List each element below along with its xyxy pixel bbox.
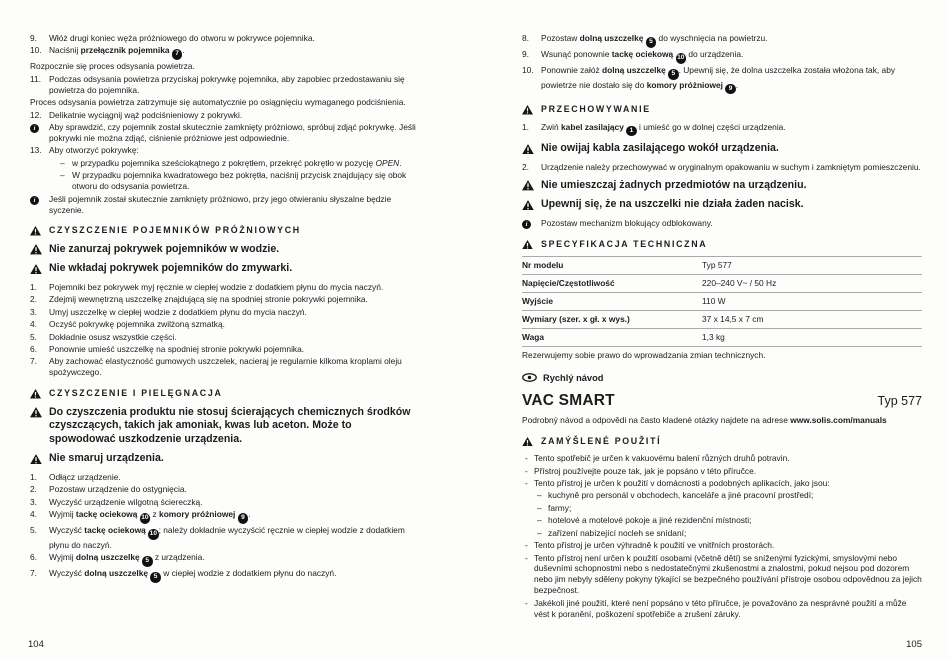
dash-sub-item <box>537 503 922 514</box>
warning-text: Nie umieszczaj żadnych przedmiotów na urządzeniu. <box>541 178 807 191</box>
list-item-text: Aby otworzyć pokrywkę: <box>49 145 139 156</box>
warning-icon <box>522 240 533 250</box>
dash-list-item <box>525 553 922 597</box>
info-icon: i <box>522 220 531 229</box>
quick-guide-icon <box>522 373 537 382</box>
list-item-number: 4. <box>30 509 37 520</box>
list-item-number: 3. <box>30 496 37 507</box>
dash-list-text: Tento přístroj není určen k použití osobami (včetně dětí) se sníženými fyzickými, smyslovými nebo duševními schopnostmi nebo s nedostatečnými zkušenostmi a znalostmi, pokud nejsou pod dozorem nebo jim nebyly sděleny pokyny týkající se bezpečného používání přístroje osobou odpovědnou za jejich bezpečnost. <box>534 552 922 596</box>
part-reference-badge: 5 <box>142 556 153 567</box>
list-item-number: 5. <box>30 525 37 536</box>
dash-sub-marker: – <box>537 515 542 526</box>
bold-term: przełącznik pojemnika <box>80 45 170 56</box>
list-item <box>30 509 420 524</box>
list-item-text: Aby sprawdzić, czy pojemnik został skutecznie zamknięty próżniowo, spróbuj zdjąć pokrywkę. Jeśli pokrywki nie można zdjąć, ciśnienie próżniowe jest odpowiednie. <box>49 122 416 143</box>
list-item-text: Wyjmij dolną uszczelkę 5 z urządzenia. <box>49 552 420 567</box>
spec-table-body <box>522 257 922 347</box>
dash-list-text: Jakékoli jiné použití, které není popsáno v této příručce, je považováno za nesprávné použití a může vést k poranění, poškození spotřebiče a zrušení záruky. <box>534 597 907 619</box>
dash-sub-text: hotelové a motelové pokoje a jiné rezidenční místnosti; <box>548 515 752 526</box>
ordered-list <box>30 33 420 215</box>
part-reference-badge: 5 <box>668 69 679 80</box>
warning-statement <box>30 262 420 276</box>
ordered-list <box>522 162 922 173</box>
list-item <box>522 33 922 48</box>
list-item-number: 7. <box>30 356 37 367</box>
list-item <box>522 65 922 94</box>
spec-row <box>522 257 922 275</box>
list-item <box>30 552 420 567</box>
page-column-right <box>522 33 922 621</box>
dash-marker: - <box>525 478 528 488</box>
warning-text: Nie owijaj kabla zasilającego wokół urządzenia. <box>541 142 779 155</box>
list-item-number: 4. <box>30 319 37 330</box>
dash-sub-item <box>537 528 922 539</box>
section-heading <box>522 104 922 115</box>
dash-list-text: Tento spotřebič je určen k vakuovému balení různých druhů potravin. <box>534 453 790 464</box>
list-item <box>522 162 922 173</box>
dash-list-text: Přístroj používejte pouze tak, jak je popsáno v této příručce. <box>534 465 757 476</box>
section-heading-text: SPECYFIKACJA TECHNICZNA <box>541 238 708 249</box>
part-reference-badge: 10 <box>676 53 687 64</box>
list-item-number: 10. <box>522 65 534 76</box>
dash-sub-text: farmy; <box>548 502 572 513</box>
warning-statement <box>30 452 420 466</box>
section-heading-text: CZYSZCZENIE POJEMNIKÓW PRÓŻNIOWYCH <box>49 225 301 236</box>
spec-row <box>522 310 922 328</box>
part-reference-badge: 9 <box>725 84 736 95</box>
list-item-number: 1. <box>522 121 529 132</box>
list-item-text: Wyczyść tackę ociekową 10 ; należy dokładnie wyczyścić ręcznie w ciepłej wodzie z dodatkiem płynu do naczyń. <box>49 525 405 550</box>
warning-icon <box>30 226 41 236</box>
list-item-text: Pozostaw dolną uszczelkę 5 do wyschnięcia na powietrzu. <box>541 33 922 48</box>
bold-term: tackę ociekową <box>75 509 138 520</box>
sub-list-item <box>60 170 420 192</box>
list-item-number: 7. <box>30 568 37 579</box>
list-item <box>30 145 420 156</box>
product-title-row <box>522 391 922 411</box>
spec-note: Rezerwujemy sobie prawo do wprowadzania zmian technicznych. <box>522 349 766 360</box>
list-item-number: 2. <box>522 161 529 172</box>
part-reference-badge: 5 <box>150 572 161 583</box>
warning-icon <box>30 454 42 465</box>
dash-sub-item <box>537 515 922 526</box>
list-item-text: Oczyść pokrywkę pojemnika zwilżoną szmatką. <box>49 319 225 330</box>
ordered-list <box>30 472 420 583</box>
ordered-list <box>522 33 922 94</box>
warning-icon <box>522 105 533 115</box>
list-item <box>30 307 420 318</box>
list-item-number: 13. <box>30 145 42 156</box>
page-column-left <box>30 33 420 586</box>
list-item-text: Podczas odsysania powietrza przyciskaj pokrywkę pojemnika, aby zapobiec przedostawaniu się powietrza do pojemnika. <box>49 73 405 95</box>
dash-marker: - <box>525 453 528 464</box>
section-heading <box>30 388 420 399</box>
dash-sub-marker: – <box>537 490 542 501</box>
dash-list-item <box>525 453 922 464</box>
bold-term: dolną uszczelkę <box>75 552 140 563</box>
spec-table-section <box>522 256 922 361</box>
bold-term: tackę ociekową <box>84 525 146 536</box>
italic-term: OPEN <box>375 157 400 168</box>
spec-value: 110 W <box>702 292 922 310</box>
dash-sub-marker: – <box>537 502 542 513</box>
warning-icon <box>522 180 534 191</box>
list-item-number: 6. <box>30 552 37 563</box>
part-reference-badge: 5 <box>646 37 657 48</box>
dash-marker: - <box>525 465 528 476</box>
spec-value: 1,3 kg <box>702 328 922 346</box>
sub-list-text: W przypadku pojemnika kwadratowego bez pokrętła, naciśnij przycisk znajdujący się obok otworu do odsysania powietrza. <box>72 170 407 192</box>
bold-term: tackę ociekową <box>611 49 674 60</box>
warning-statement <box>522 198 922 212</box>
list-item-number: 5. <box>30 331 37 342</box>
list-item-number: 2. <box>30 294 37 305</box>
spec-label: Napięcie/Częstotliwość <box>522 274 702 292</box>
list-item-text: Zdejmij wewnętrzną uszczelkę znajdującą się na spodniej stronie pokrywki pojemnika. <box>49 294 368 305</box>
list-item-number: 12. <box>30 109 42 120</box>
warning-icon <box>522 200 534 211</box>
info-icon-cell <box>30 122 49 133</box>
list-item-number: 1. <box>30 471 37 482</box>
list-item-text: Dokładnie osusz wszystkie części. <box>49 331 177 342</box>
ordered-list <box>522 122 922 137</box>
list-item-number: 1. <box>30 281 37 292</box>
list-item-number: 3. <box>30 306 37 317</box>
page-number-right: 105 <box>906 638 922 650</box>
spec-row <box>522 274 922 292</box>
warning-text: Nie wkładaj pokrywek pojemników do zmywarki. <box>49 262 293 275</box>
page-number-left: 104 <box>28 638 44 650</box>
list-item-number: 2. <box>30 484 37 495</box>
quick-guide-label: Rychlý návod <box>543 372 604 383</box>
spec-table <box>522 256 922 347</box>
list-item-text: Zwiń kabel zasilający 1 i umieść go w dolnej części urządzenia. <box>541 122 922 137</box>
list-item-text: Pojemniki bez pokrywek myj ręcznie w ciepłej wodzie z dodatkiem płynu do mycia naczyń. <box>49 281 384 292</box>
dash-sub-text: zařízení nabízející nocleh se snídaní; <box>548 527 687 538</box>
spec-value: 37 x 14,5 x 7 cm <box>702 310 922 328</box>
spec-value: Typ 577 <box>702 257 922 275</box>
list-item-text: Delikatnie wyciągnij wąż podciśnieniowy z pokrywki. <box>49 109 243 120</box>
list-item-text: Ponownie umieść uszczelkę na spodniej stronie pokrywki pojemnika. <box>49 344 305 355</box>
dash-marker: - <box>525 540 528 551</box>
list-item <box>30 74 420 96</box>
ordered-list <box>30 282 420 378</box>
warning-icon <box>30 264 42 275</box>
dash-list-item <box>525 540 922 551</box>
product-type: Typ 577 <box>877 393 922 408</box>
info-icon: i <box>30 124 39 133</box>
spec-label: Nr modelu <box>522 257 702 275</box>
paragraph: Podrobný návod a odpovědi na často kladené otázky najdete na adrese www.solis.com/manuals <box>522 414 887 425</box>
list-item <box>30 525 420 550</box>
part-reference-badge: 9 <box>238 513 249 524</box>
list-item <box>30 319 420 330</box>
bold-term: www.solis.com/manuals <box>790 414 887 425</box>
list-paragraph: Proces odsysania powietrza zatrzymuje się automatycznie po osiągnięciu wymaganego podciśnienia. <box>30 97 406 108</box>
warning-statement <box>522 142 922 156</box>
dash-sub-marker: – <box>537 527 542 538</box>
bold-term: dolną uszczelkę <box>579 33 644 43</box>
sub-list-dash: – <box>60 170 65 181</box>
part-reference-badge: 10 <box>140 513 151 524</box>
list-item <box>30 282 420 293</box>
dash-sub-item <box>537 490 922 501</box>
list-item-number: 6. <box>30 344 37 355</box>
list-item-text: Naciśnij przełącznik pojemnika 7 . <box>49 45 420 60</box>
warning-text: Nie zanurzaj pokrywek pojemników w wodzie. <box>49 242 280 255</box>
spec-value: 220–240 V~ / 50 Hz <box>702 274 922 292</box>
part-reference-badge: 1 <box>626 126 637 137</box>
list-item-number: 11. <box>30 73 42 84</box>
list-item-text: Włóż drugi koniec węża próżniowego do otworu w pokrywce pojemnika. <box>49 33 315 43</box>
list-item-text: Wsunąć ponownie tackę ociekową 10 do urządzenia. <box>541 49 922 64</box>
part-reference-badge: 10 <box>148 529 159 540</box>
list-item <box>30 484 420 495</box>
spec-label: Wyjście <box>522 292 702 310</box>
bold-term: komory próżniowej <box>159 509 236 520</box>
warning-icon <box>522 437 533 447</box>
list-item <box>30 332 420 343</box>
list-item-text: Jeśli pojemnik został skutecznie zamknięty próżniowo, przy jego otwieraniu słyszalne będzie syczenie. <box>49 193 392 215</box>
list-paragraph: Rozpocznie się proces odsysania powietrza. <box>30 61 195 72</box>
list-item-text: Umyj uszczelkę w ciepłej wodzie z dodatkiem płynu do mycia naczyń. <box>49 306 307 317</box>
list-item-text: Wyczyść dolną uszczelkę 5 w ciepłej wodzie z dodatkiem płynu do naczyń. <box>49 568 420 583</box>
dash-list-item <box>525 598 922 620</box>
list-item <box>30 110 420 121</box>
warning-statement <box>30 406 420 447</box>
bold-term: dolną uszczelkę <box>84 568 149 579</box>
dash-list-text: Tento přístroj je určen výhradně k použití ve vnitřních prostorách. <box>534 540 775 551</box>
list-item-number: 9. <box>522 49 529 60</box>
list-item-text: Wyczyść urządzenie wilgotną ściereczką. <box>49 496 203 507</box>
part-reference-badge: 7 <box>172 49 183 60</box>
list-item <box>522 122 922 137</box>
list-item-text: Pozostaw urządzenie do ostygnięcia. <box>49 484 187 495</box>
ordered-list <box>522 218 922 229</box>
warning-text: Nie smaruj urządzenia. <box>49 452 164 465</box>
list-item <box>30 344 420 355</box>
product-title: VAC SMART <box>522 391 615 409</box>
dash-marker: - <box>525 597 528 608</box>
bold-term: kabel zasilający <box>561 121 624 132</box>
spec-label: Waga <box>522 328 702 346</box>
warning-statement <box>30 243 420 257</box>
list-item-text: Wyjmij tackę ociekową 10 z komory próżniowej 9 . <box>49 509 420 524</box>
list-item <box>30 472 420 483</box>
list-item <box>30 294 420 305</box>
quick-guide-row <box>522 372 922 384</box>
section-heading-text: ZAMÝŠLENÉ POUŽITÍ <box>541 435 662 446</box>
list-item <box>30 497 420 508</box>
dash-list-text: Tento přístroj je určen k použití v domácnosti a podobných aplikacích, jako jsou: <box>534 478 830 488</box>
list-item-text: Ponownie załóż dolną uszczelkę 5 . Upewnij się, że dolna uszczelka została włożona tak, aby powietrze nie dostało się do komory próżniowej 9 . <box>541 65 922 94</box>
list-item <box>30 356 420 378</box>
section-heading-text: PRZECHOWYWANIE <box>541 104 651 115</box>
spec-label: Wymiary (szer. x gł. x wys.) <box>522 310 702 328</box>
list-item-number: 8. <box>522 33 529 43</box>
bold-term: dolną uszczelkę <box>602 65 666 76</box>
list-item <box>30 45 420 60</box>
warning-text: Upewnij się, że na uszczelki nie działa żaden nacisk. <box>541 198 804 211</box>
warning-icon <box>30 244 42 255</box>
spec-row <box>522 292 922 310</box>
list-item-text: Aby zachować elastyczność gumowych uszczelek, nacieraj je regularnie kilkoma kroplami oleju spożywczego. <box>49 356 402 378</box>
sub-list-item <box>60 158 420 169</box>
info-note <box>30 194 420 216</box>
warning-text: Do czyszczenia produktu nie stosuj ścierających chemicznych środków czyszczących, takich jak amoniak, kwas lub aceton. Może to spowodować uszkodzenie urządzenia. <box>49 405 411 445</box>
list-item <box>30 568 420 583</box>
dash-sub-text: kuchyně pro personál v obchodech, kanceláře a jiné pracovní prostředí; <box>548 490 814 501</box>
list-item <box>522 49 922 64</box>
spec-row <box>522 328 922 346</box>
info-note <box>522 218 922 229</box>
warning-statement <box>522 179 922 193</box>
warning-icon <box>30 407 42 418</box>
dash-list-item <box>525 466 922 477</box>
bold-term: komory próżniowej <box>646 79 724 90</box>
list-item <box>30 33 420 44</box>
list-item-text: Odłącz urządzenie. <box>49 471 121 482</box>
info-icon-cell <box>522 218 541 229</box>
dash-list <box>522 453 922 619</box>
dash-list-item <box>525 478 922 489</box>
section-heading <box>522 436 922 447</box>
info-icon: i <box>30 196 39 205</box>
section-heading <box>522 239 922 250</box>
sub-list-dash: – <box>60 157 65 168</box>
info-note <box>30 122 420 144</box>
list-item-number: 10. <box>30 45 42 56</box>
list-item-text: Urządzenie należy przechowywać w oryginalnym opakowaniu w suchym i zamkniętym pomieszczeniu. <box>541 161 921 172</box>
dash-marker: - <box>525 552 528 563</box>
list-item-number: 9. <box>30 33 37 43</box>
warning-icon <box>30 389 41 399</box>
info-icon-cell <box>30 194 49 205</box>
section-heading-text: CZYSZCZENIE I PIELĘGNACJA <box>49 388 223 399</box>
sub-list-text: w przypadku pojemnika sześciokątnego z pokrętłem, przekręć pokrętło w pozycję OPEN. <box>72 157 402 168</box>
section-heading <box>30 225 420 236</box>
warning-icon <box>522 144 534 155</box>
list-item-text: Pozostaw mechanizm blokujący odblokowany. <box>541 217 713 228</box>
